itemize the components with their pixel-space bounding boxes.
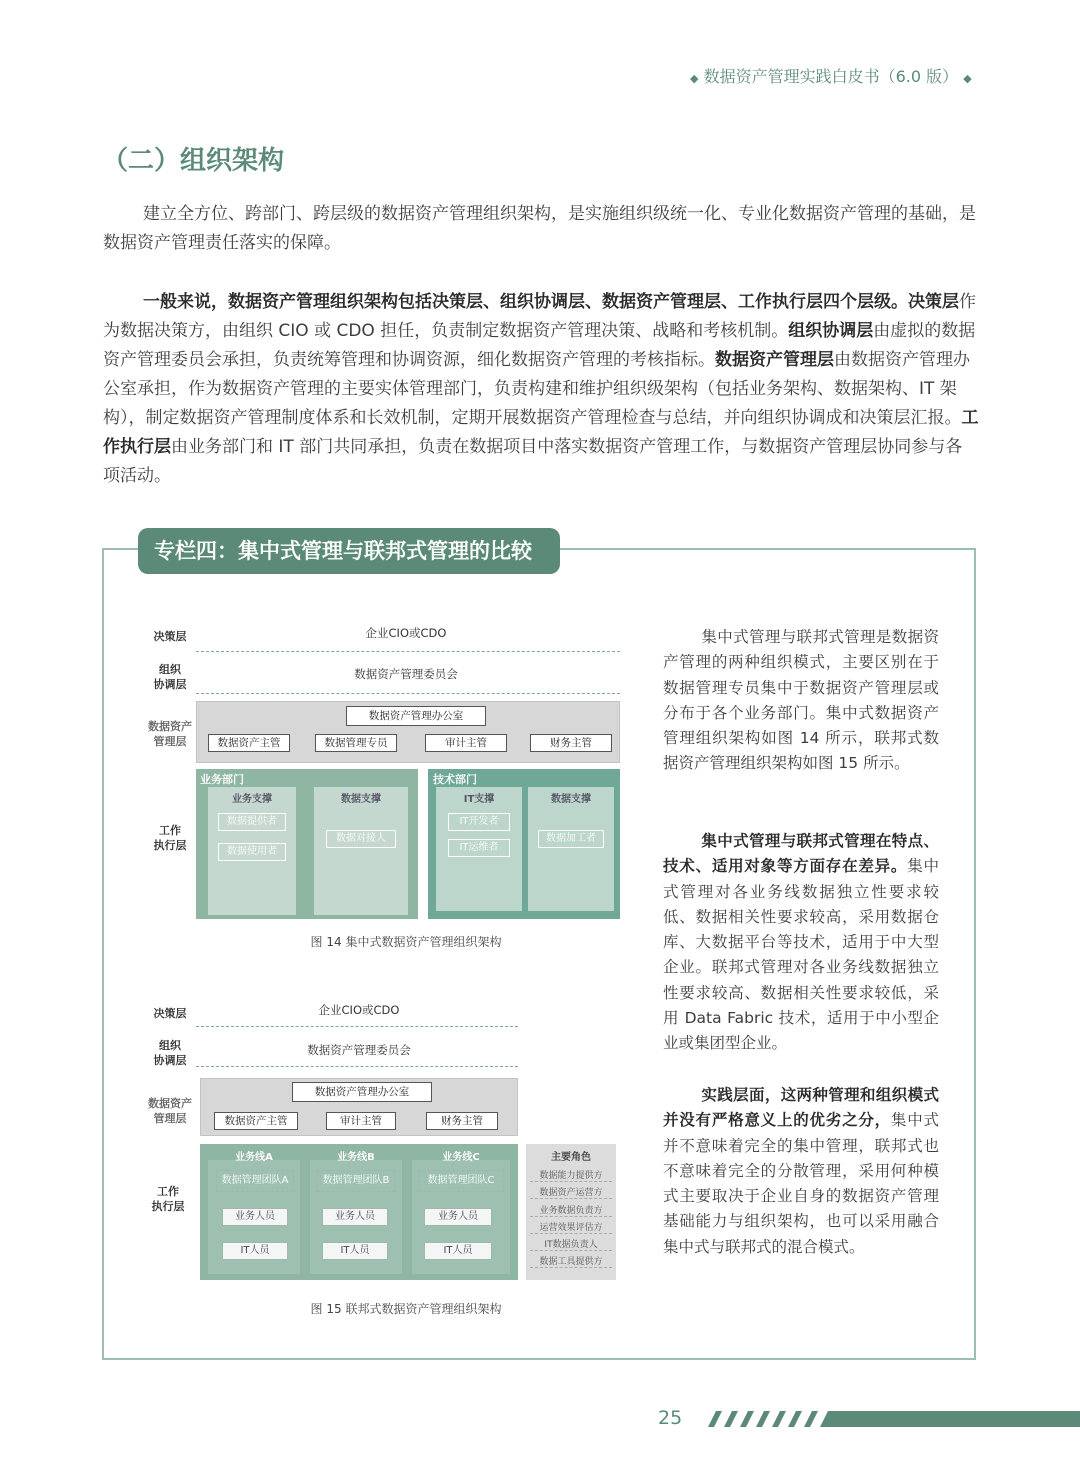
committee-label: 数据资产管理委员会 [307, 1043, 411, 1057]
para2-text-1: 作为数据决策方，由组织 CIO 或 CDO 担任，负责制定数据资产管理决策、战略和考核机制。 [103, 292, 976, 341]
term-decision: 决策层 [908, 292, 959, 312]
role-box: 数据资产主管 [214, 1112, 298, 1130]
layer-management: 数据资产 管理层 [148, 1097, 192, 1125]
committee-label: 数据资产管理委员会 [354, 667, 458, 681]
column-title: 数据支撑 [341, 794, 381, 805]
role-box: 数据对接人 [326, 830, 396, 848]
layer-execution: 工作 执行层 [151, 1185, 185, 1213]
para2-text-3: 由数据资产管理办公室承担，作为数据资产管理的主要实体管理部门，负责构建和维护组织级架构（包括业务架构、数据架构、IT 架构），制定数据资产管理制度体系和长效机制，定期开展数据资产管理检查与总结，并向组织协调成和决策层汇报。 [103, 350, 970, 428]
roles-title: 主要角色 [551, 1152, 591, 1163]
cio-label: 企业CIO或CDO [318, 1003, 400, 1017]
staff-box: IT人员 [222, 1242, 288, 1260]
role-box: 数据使用者 [218, 843, 286, 861]
para2-lead: 一般来说，数据资产管理组织架构包括决策层、组织协调层、数据资产管理层、工作执行层四个层级。 [143, 292, 908, 312]
data-support-col [314, 787, 408, 915]
divider [196, 693, 620, 694]
role-box: 财务主管 [530, 734, 612, 752]
office-box: 数据资产管理办公室 [292, 1082, 432, 1102]
running-header [690, 64, 990, 87]
role-item: 业务数据负责方 [530, 1203, 612, 1217]
role-box: IT开发者 [448, 813, 510, 831]
figure-14 [130, 615, 630, 955]
role-box: 数据管理专员 [315, 734, 397, 752]
team-box: 数据管理团队A [216, 1170, 294, 1192]
side-paragraph-2 [663, 829, 939, 1057]
role-item: 运营效果评估方 [530, 1220, 612, 1234]
role-box: 审计主管 [425, 734, 507, 752]
staff-box: 业务人员 [424, 1208, 492, 1226]
role-item: 数据资产运营方 [530, 1185, 612, 1199]
divider [196, 1026, 518, 1027]
role-box: 数据资产主管 [208, 734, 290, 752]
divider [196, 1066, 518, 1067]
layer-coordination: 组织 协调层 [153, 1039, 187, 1067]
tech-dept-title: 技术部门 [433, 773, 477, 786]
staff-box: 业务人员 [322, 1208, 388, 1226]
layer-decision: 决策层 [153, 630, 187, 643]
side-paragraph-3 [663, 1083, 939, 1260]
business-line-title: 业务线A [235, 1152, 273, 1163]
column-title: 数据支撑 [551, 794, 591, 805]
figure-14-caption: 图 14 集中式数据资产管理组织架构 [310, 935, 502, 949]
diamond-icon: ◆ [690, 72, 699, 85]
page-number: 25 [658, 1407, 683, 1429]
term-management: 数据资产管理层 [715, 350, 834, 370]
role-box: 财务主管 [426, 1112, 498, 1130]
office-box: 数据资产管理办公室 [346, 706, 486, 726]
figure-15-caption: 图 15 联邦式数据资产管理组织架构 [310, 1302, 502, 1316]
para2-text-2: 由虚拟的数据资产管理委员会承担，负责统筹管理和协调资源，细化数据资产管理的考核指标。 [103, 321, 976, 370]
diamond-icon: ◆ [963, 72, 972, 85]
role-box: IT运维者 [448, 839, 510, 857]
staff-box: 业务人员 [222, 1208, 288, 1226]
footer-stripes [700, 1411, 1080, 1427]
layer-management: 数据资产 管理层 [148, 720, 192, 748]
divider [196, 651, 620, 652]
column-box-title: 专栏四：集中式管理与联邦式管理的比较 [138, 528, 560, 574]
column-title: 业务支撑 [232, 794, 272, 805]
side-paragraph-1 [663, 625, 939, 777]
role-box: 数据提供者 [218, 813, 286, 831]
side-p3-bold: 实践层面，这两种管理和组织模式并没有严格意义上的优劣之分， [663, 1086, 939, 1130]
business-line-title: 业务线C [442, 1152, 480, 1163]
data-support-col [528, 787, 614, 911]
layer-decision: 决策层 [153, 1007, 187, 1020]
paragraph-1 [103, 200, 979, 258]
business-line-title: 业务线B [337, 1152, 375, 1163]
term-execution: 工作执行层 [103, 408, 979, 457]
role-item: 数据能力提供方 [530, 1168, 612, 1182]
para2-text-4: 由业务部门和 IT 部门共同承担，负责在数据项目中落实数据资产管理工作，与数据资产管理层协同参与各项活动。 [103, 437, 963, 486]
team-box: 数据管理团队B [316, 1170, 396, 1192]
role-item: 数据工具提供方 [530, 1254, 612, 1268]
role-box: 数据加工者 [538, 830, 604, 848]
layer-coordination: 组织 协调层 [153, 663, 187, 691]
side-p2-bold: 集中式管理与联邦式管理在特点、技术、适用对象等方面存在差异。 [663, 832, 939, 876]
cio-label: 企业CIO或CDO [365, 626, 447, 640]
business-dept-title: 业务部门 [200, 773, 244, 786]
paragraph-1-text: 建立全方位、跨部门、跨层级的数据资产管理组织架构，是实施组织级统一化、专业化数据资产管理的基础，是数据资产管理责任落实的保障。 [103, 204, 976, 253]
staff-box: IT人员 [322, 1242, 388, 1260]
header-title: 数据资产管理实践白皮书（6.0 版） [703, 67, 959, 86]
team-box: 数据管理团队C [418, 1170, 504, 1192]
figure-15 [130, 992, 630, 1322]
paragraph-2 [103, 288, 979, 491]
side-p3-text: 集中式并不意味着完全的集中管理，联邦式也不意味着完全的分散管理，采用何种模式主要取决于企业自身的数据资产管理基础能力与组织架构，也可以采用融合集中式与联邦式的混合模式。 [663, 1111, 939, 1256]
staff-box: IT人员 [424, 1242, 492, 1260]
section-title: （二）组织架构 [102, 146, 285, 176]
layer-execution: 工作 执行层 [153, 824, 187, 852]
term-coordination: 组织协调层 [788, 321, 874, 341]
role-item: IT数据负责人 [530, 1237, 612, 1251]
side-p2-text: 集中式管理对各业务线数据独立性要求较低、数据相关性要求较高，采用数据仓库、大数据平台等技术，适用于中大型企业。联邦式管理对各业务线数据独立性要求较高、数据相关性要求较低，采用 Data Fabric 技术，适用于中小型企业或集团型企业。 [663, 857, 939, 1053]
side-p1-text: 集中式管理与联邦式管理是数据资产管理的两种组织模式，主要区别在于数据管理专员集中于数据资产管理层或分布于各个业务部门。集中式数据资产管理组织架构如图 14 所示，联邦式数据资产管理组织架构如图 15 所示。 [663, 628, 939, 773]
role-box: 审计主管 [326, 1112, 396, 1130]
column-title: IT支撑 [463, 794, 495, 805]
